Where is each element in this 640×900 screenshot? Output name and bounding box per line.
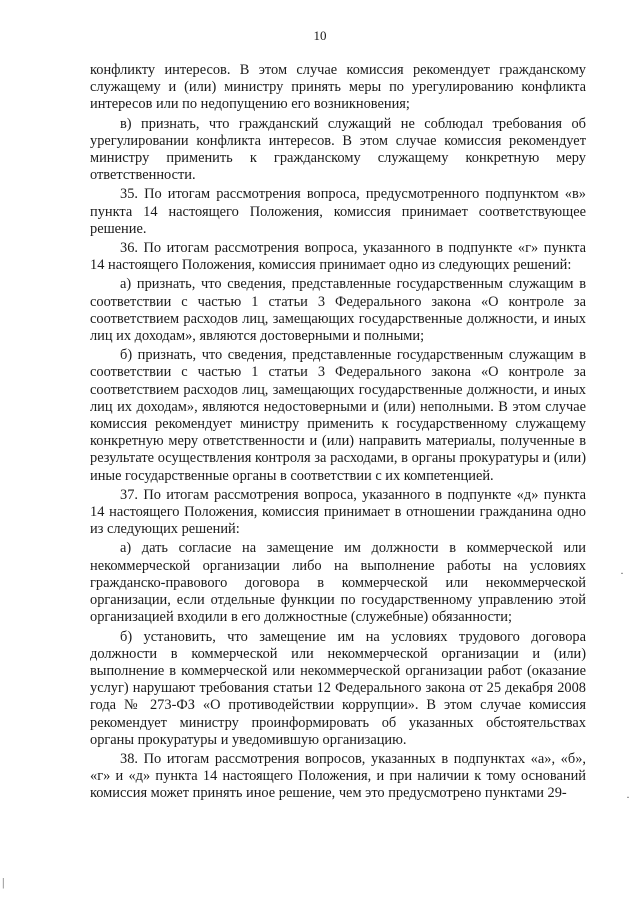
paragraph-37b: б) установить, что замещение им на условиях трудового договора должности в коммерческой или некоммерческой организации и (или) выполнение в коммерческой или некоммерческой организации работ (оказание услуг) нарушают требования статьи 12 Федерального закона от 25 декабря 2008 года № 273-ФЗ «О противодействии коррупции». В этом случае комиссия рекомендует министру проинформировать об указанных обстоятельствах органы прокуратуры и уведомившую организацию. bbox=[90, 628, 586, 748]
scan-speck-mark: · bbox=[620, 566, 624, 580]
paragraph-35: 35. По итогам рассмотрения вопроса, предусмотренного подпунктом «в» пункта 14 настоящего Положения, комиссия принимает соответствующее решение. bbox=[90, 186, 586, 237]
page-number: 10 bbox=[313, 28, 327, 43]
paragraph-36a: а) признать, что сведения, представленные государственным служащим в соответствии с частью 1 статьи 3 Федерального закона «О контроле за соответствием расходов лиц, замещающих государственные должности, и иных лиц их доходам», являются достоверными и полными; bbox=[90, 276, 586, 345]
document-body bbox=[90, 62, 586, 805]
paragraph-34v: в) признать, что гражданский служащий не соблюдал требования об урегулировании конфликта интересов. В этом случае комиссия рекомендует министру применить к гражданскому служащему конкретную меру ответственности. bbox=[90, 115, 586, 184]
scan-speck-mark: | bbox=[2, 875, 5, 889]
paragraph-38: 38. По итогам рассмотрения вопросов, указанных в подпунктах «а», «б», «г» и «д» пункта 14 настоящего Положения, и при наличии к тому оснований комиссия может принять иное решение, чем это предусмотрено пунктами 29- bbox=[90, 750, 586, 802]
paragraph-37a: а) дать согласие на замещение им должности в коммерческой или некоммерческой организации либо на выполнение работы на условиях гражданско-правового договора в коммерческой или некоммерческой организации, если отдельные функции по государственному управлению этой организацией входили в его должностные (служебные) обязанности; bbox=[90, 540, 586, 626]
paragraph-36b: б) признать, что сведения, представленные государственным служащим в соответствии с частью 1 статьи 3 Федерального закона «О контроле за соответствием расходов лиц, замещающих государственные должности, и иных лиц их доходам», являются недостоверными и (или) неполными. В этом случае комиссия рекомендует министру применить к государственному служащему конкретную меру ответственности и (или) направить материалы, полученные в результате осуществления контроля за расходами, в органы прокуратуры и (или) иные государственные органы в соответствии с их компетенцией. bbox=[90, 347, 586, 484]
scan-speck-mark: · bbox=[626, 790, 630, 804]
paragraph-37: 37. По итогам рассмотрения вопроса, указанного в подпункте «д» пункта 14 настоящего Положения, комиссия принимает в отношении гражданина одно из следующих решений: bbox=[90, 486, 586, 538]
paragraph-36: 36. По итогам рассмотрения вопроса, указанного в подпункте «г» пункта 14 настоящего Положения, комиссия принимает одно из следующих решений: bbox=[90, 240, 586, 274]
paragraph-continuation: конфликту интересов. В этом случае комиссия рекомендует гражданскому служащему и (или) министру принять меры по урегулированию конфликта интересов или по недопущению его возникновения; bbox=[90, 62, 586, 113]
